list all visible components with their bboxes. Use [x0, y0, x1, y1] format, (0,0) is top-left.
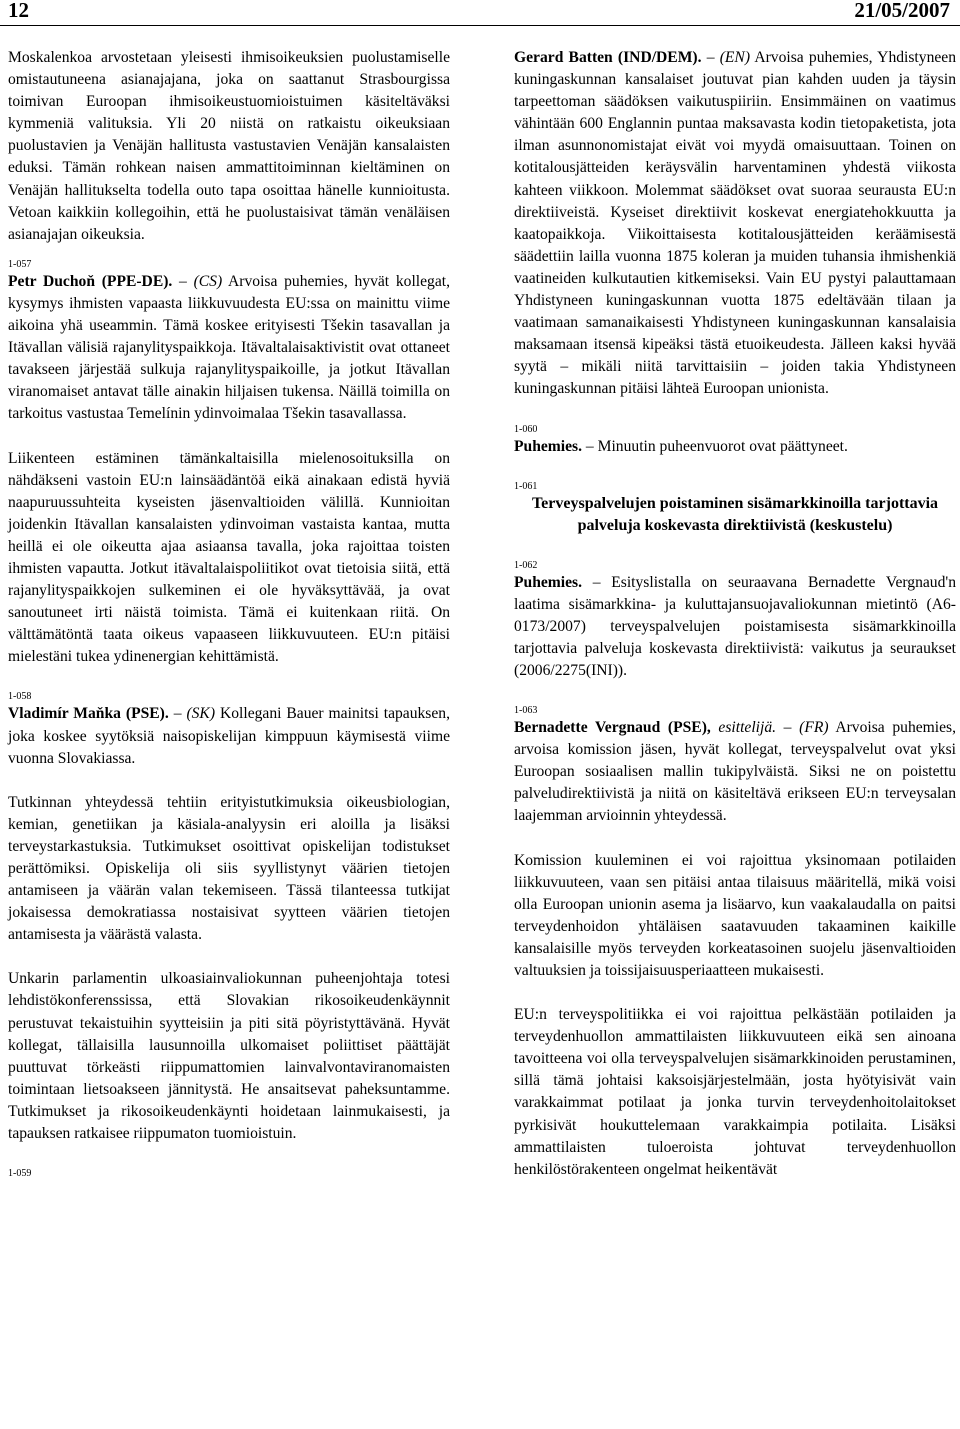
page-header — [0, 0, 960, 22]
dash: – — [172, 272, 194, 290]
speech-text: Arvoisa puhemies, Yhdistyneen kuningaskunnan kansalaiset joutuvat pian kahden uuden ja täysin tarpeettoman säädöksen vaikutuspiiriin. Ensimmäinen on vaatimus vähintään 600 Englannin puntaa maksavasta kodin tietopaketista, jota ilman asunnonomistajat eivät voi myydä omaisuuttaan. Toinen on kotitalousjätteiden keräysvälin harventaminen yhdestä viikosta kahteen viikkoon. Molemmat säädökset ovat suoraa seurausta EU:n direktiiveistä. Kyseiset direktiivit koskevat energiatehokkuutta ja kaatopaikkoja. Viikoittaisesta kotitalousjätteiden keräämisestä säädettiin lailla vuonna 1875 koleran ja muiden tuhansia ihmishenkiä vaatineiden kulkutautien kitkemiseksi. Vain EU pystyi palauttamaan Yhdistyneen kuningaskunnan vuotta 1875 edeltävään tilaan ja vaatimaan samanaikaisesti Yhdistyneen kuningaskunnan kansalaisia maksamaan itsensä kipeäksi tästä etuoikeudesta. Jälleen kaksi hyvää syytä – mikäli niitä tarvittaisiin – joiden takia Yhdistyneen kuningaskunnan pitäisi lähteä Euroopan unionista. — [514, 49, 957, 398]
document-date: 21/05/2007 — [854, 0, 950, 22]
speech — [514, 717, 956, 827]
paragraph: Tutkinnan yhteydessä tehtiin erityistutkimuksia oikeusbiologian, kemian, genetiikan ja käsiala-analyysin eri aloilla ja lisäksi terveystarkastuksia. Tutkimukset osoittivat opiskelijan todistukset perättömiksi. Opiskelija oli siis syyllistynyt väärien tietojen antamiseen ja väärän valan tekemiseen. Tässä tilanteessa tutkijat jokaisessa demokratiassa nostaisivat syytteen väärien tietojen antamisesta ja väärästä valasta. — [8, 793, 450, 944]
speaker-name: Puhemies. — [514, 573, 583, 591]
speech-number: 1-057 — [8, 258, 32, 270]
speech — [514, 572, 956, 682]
speech-number: 1-062 — [514, 559, 538, 571]
speech — [514, 436, 956, 458]
speech-number: 1-063 — [514, 705, 538, 717]
speech-text: – Minuutin puheenvuorot ovat päättyneet. — [582, 437, 848, 455]
section-title: Terveyspalvelujen poistaminen sisämarkkinoilla tarjottavia palveluja koskevasta direktiivistä (keskustelu) — [531, 494, 939, 534]
header-rule — [0, 25, 960, 26]
speech — [514, 47, 956, 401]
speech-number: 1-060 — [514, 423, 538, 435]
left-column — [8, 47, 450, 1180]
dash: – — [168, 705, 187, 723]
speech — [8, 703, 450, 769]
speech-number: 1-061 — [514, 480, 538, 492]
paragraph: Moskalenkoa arvostetaan yleisesti ihmisoikeuksien puolustamiselle omistautuneena asianajajana, joka on saattanut Strasbourgissa toimivan Euroopan ihmisoikeustuomioistuimen käsiteltäväksi kymmeniä valituksia. Yli 20 niistä on ratkaistu oikeuksiaan puolustavien ja Venäjän hallitusta vastustavien Venäjän kansalaisten eduksi. Tämän rohkean naisen ammattitoiminnan kieltäminen on Venäjän hallitukselta todella outo tapa osoittaa hänelle kunnioitusta. Vetoan kaikkiin kollegoihin, että he puolustaisivat tämän venäläisen asianajajan oikeuksia. — [8, 49, 450, 243]
speech — [8, 271, 450, 426]
right-column — [514, 47, 956, 1181]
speech-text: Arvoisa puhemies, hyvät kollegat, kysymys ihmisten vapaasta liikkuvuudesta EU:ssa on mainittu viime aikoina yhä useammin. Tämä koskee erityisesti Tšekin tasavallan ja Itävallan välisiä rajanylityspaikkoja. Itävaltalaisaktivistit ovat ottaneet tavakseen järjestää sulkuja rajanylityspaikoille, ja jotkut Itävallan viranomaiset antavat tälle ainakin hiljaisen tukensa. Näillä toimilla on tarkoitus vastustaa Temelínin ydinvoimalaa Tšekin tasavallassa. — [8, 272, 450, 423]
speaker-name: Gerard Batten (IND/DEM). — [514, 49, 702, 66]
speech-number: 1-058 — [8, 691, 32, 703]
language-code: (EN) — [719, 49, 751, 66]
speaker-name: Petr Duchoň (PPE-DE). — [8, 272, 173, 290]
speaker-name: Puhemies. — [514, 437, 583, 455]
paragraph: Komission kuuleminen ei voi rajoittua yksinomaan potilaiden liikkuvuuteen, vaan sen pitäisi antaa tilaisuus määritellä, mikä voisi olla Euroopan unionin asema ja lisäarvo, kun vaakalaudalla on paitsi terveydenhoidon yhtäläisen saatavuuden takaaminen kaikille kansalaisille myös terveyden korkeatasoinen suojelu jäsenvaltioiden valtuuksien ja toissijaisuusperiaatteen mukaisesti. — [514, 851, 956, 979]
speech-text: Kollegani Bauer mainitsi tapauksen, joka koskee syytöksiä naisopiskelijan kimppuun käymisestä viime vuonna Slovakiassa. — [8, 705, 450, 767]
speaker-name: Vladimír Maňka (PSE). — [8, 705, 169, 723]
language-code: (FR) — [799, 719, 829, 737]
speaker-name: Bernadette Vergnaud (PSE), — [514, 719, 711, 737]
dash: – — [776, 719, 800, 737]
paragraph: Liikenteen estäminen tämänkaltaisilla mielenosoituksilla on nähdäkseni vastoin EU:n lainsäädäntöä eikä ainakaan edistä hyviä naapuruussuhteita kyseisten jäsenvaltioiden välillä. Kunnioitan joidenkin Itävallan kansalaisten ydinvoiman vastaista kantaa, mutta heillä ei ole oikeutta ajaa asiaansa tavalla, joka rajoittaa toisten ihmisten vapautta. Jotkut itävaltalaispoliitikot ovat tietoisia siitä, että rajanylityspaikkojen sulkeminen ei ole hyväksyttävää, ja ovat sanoutuneet irti näistä toimista. Tämä ei kuitenkaan riitä. On välttämätöntä taata oikeus vapaaseen liikkuvuuteen. EU:n pitäisi mielestäni tukea ydinenergian kehittämistä. — [8, 449, 450, 666]
speaker-role: esittelijä. — [710, 719, 777, 737]
paragraph: EU:n terveyspolitiikka ei voi rajoittua pelkästään potilaiden ja terveydenhuollon ammattilaisten liikkuvuuteen eikä sen ainoana tavoitteena voi olla terveyspalvelujen sisämarkkinoiden perustaminen, sillä tämä johtaisi kaksoisjärjestelmään, josta hyötyisivät vain varakkaimmat potilaat ja jonka turvin terveydenhoitolaitokset pyrkisivät houkuttelemaan varakkaimpia potilaita. Lisäksi ammattilaisten tuloeroista johtuvat terveydenhuollon henkilöstörakenteen ongelmat heikentävät — [514, 1006, 956, 1178]
paragraph: Unkarin parlamentin ulkoasiainvaliokunnan puheenjohtaja totesi lehdistökonferenssissa, että Slovakian rikosoikeudenkäynnit perustuvat tekaistuihin syytteisiin ja piti sitä pöyristyttävänä. Hyvät kollegat, tällaisilla lausunnoilla ulkomaiset poliittiset päättäjät puuttuvat törkeästi riippumattomien lainvalvontaviranomaisten toimintaan lietsoakseen jännitystä. He ansaitsevat paheksuntamme. Tutkimukset ja rikosoikeudenkäynti hoidetaan lainmukaisesti, ja tapauksen ratkaisee riippumaton tuomioistuin. — [8, 970, 450, 1143]
page-number: 12 — [8, 0, 29, 22]
language-code: (CS) — [193, 272, 223, 290]
speech-number: 1-059 — [8, 1168, 32, 1180]
speech-text: – Esityslistalla on seuraavana Bernadette Vergnaud'n laatima sisämarkkina- ja kuluttajansuojavaliokunnan mietintö (A6-0173/2007) terveyspalvelujen poistamisesta sisämarkkinoilla tarjottavia palveluja koskevasta direktiivistä: vaikutus ja seuraukset (2006/2275(INI)). — [514, 573, 956, 679]
language-code: (SK) — [186, 705, 216, 723]
speech-text: Arvoisa puhemies, arvoisa komission jäsen, hyvät kollegat, terveyspalvelut ovat yksi Euroopan sosiaalisen mallin tukipylväistä. Siksi ne on poistettu palveludirektiivistä ja niitä on käsiteltävä erikseen EU:n terveysalan laajemman arvioinnin yhteydessä. — [514, 719, 957, 825]
dash: – — [701, 49, 720, 66]
